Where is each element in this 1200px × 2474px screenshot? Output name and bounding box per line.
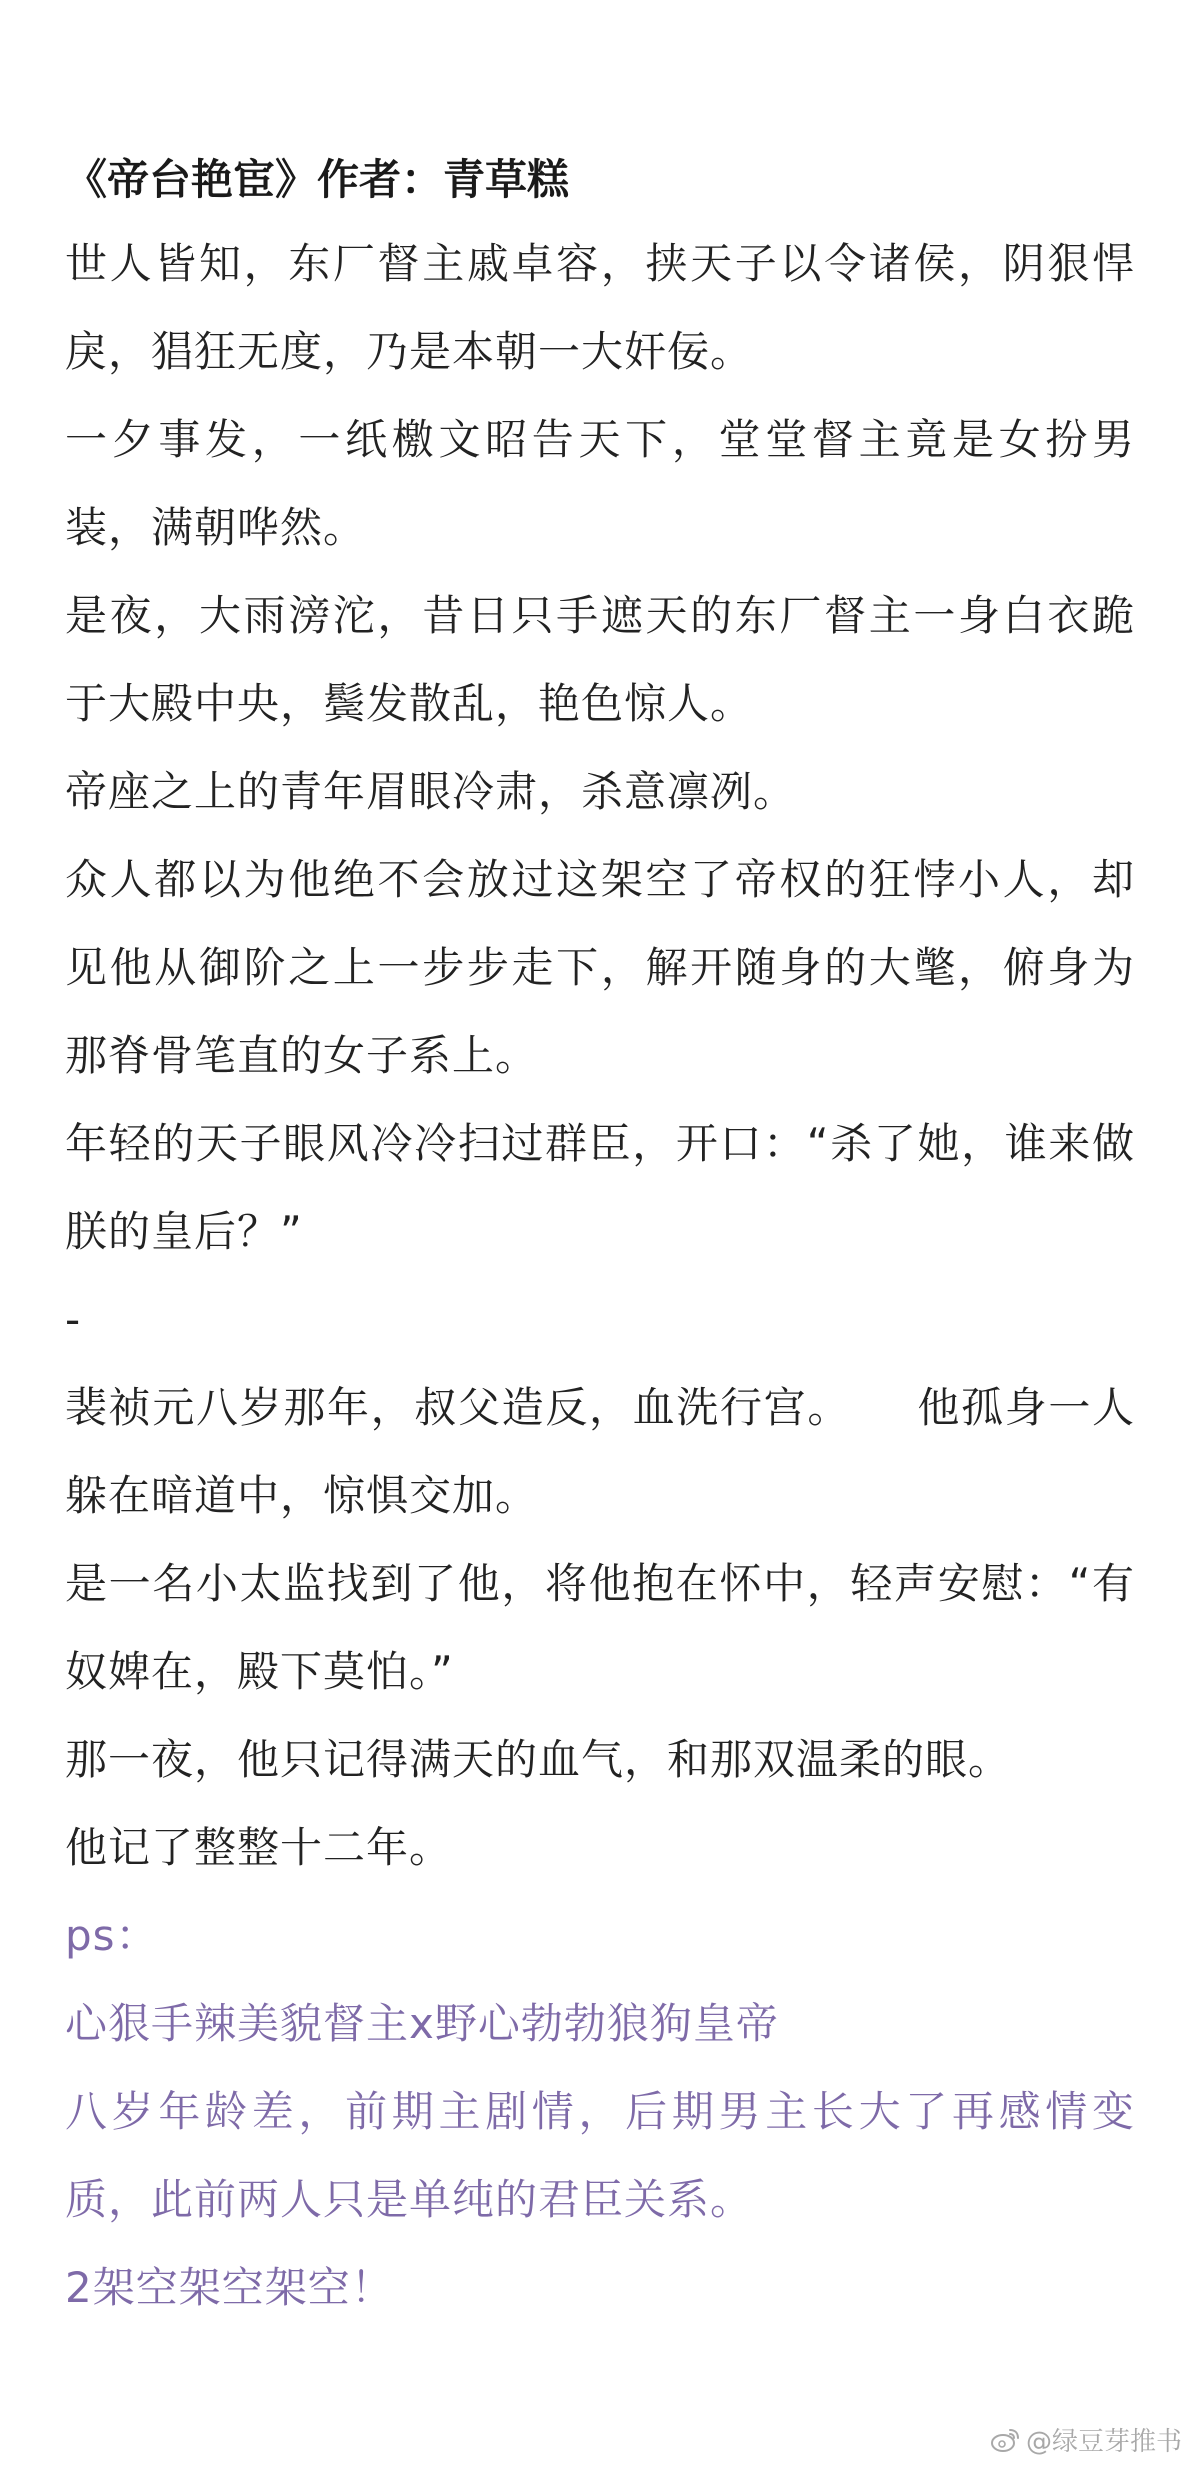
paragraph: 帝座之上的青年眉眼冷肃，杀意凛冽。 [65, 767, 797, 816]
weibo-icon [990, 2427, 1020, 2453]
ps-label: ps： [65, 1911, 159, 1960]
ps-line: 八岁年龄差，前期主剧情，后期男主长大了再感情变质，此前两人只是单纯的君臣关系。 [65, 2087, 1135, 2224]
watermark-text: @绿豆芽推书 [1025, 2427, 1182, 2457]
paragraph: 他记了整整十二年。 [65, 1823, 453, 1872]
paragraph: 年轻的天子眼风冷冷扫过群臣，开口：“杀了她，谁来做朕的皇后？” [65, 1119, 1135, 1256]
ps-line: 心狠手辣美貌督主x野心勃勃狼狗皇帝 [65, 1999, 779, 2048]
post-content [65, 140, 1135, 2332]
paragraph: 众人都以为他绝不会放过这架空了帝权的狂悖小人，却见他从御阶之上一步步走下，解开随身的大氅，俯身为那脊骨笔直的女子系上。 [65, 855, 1135, 1080]
watermark [990, 2421, 1182, 2458]
paragraph: 那一夜，他只记得满天的血气，和那双温柔的眼。 [65, 1735, 1012, 1784]
paragraph: 世人皆知，东厂督主戚卓容，挟天子以令诸侯，阴狠悍戾，猖狂无度，乃是本朝一大奸佞。 [65, 239, 1135, 376]
ps-line: 2架空架空架空！ [65, 2263, 394, 2312]
paragraph: 是一名小太监找到了他，将他抱在怀中，轻声安慰：“有奴婢在，殿下莫怕。” [65, 1559, 1135, 1696]
paragraph: 是夜，大雨滂沱，昔日只手遮天的东厂督主一身白衣跪于大殿中央，鬓发散乱，艳色惊人。 [65, 591, 1135, 728]
paragraph: 一夕事发，一纸檄文昭告天下，堂堂督主竟是女扮男装，满朝哗然。 [65, 415, 1135, 552]
section-separator: - [65, 1295, 81, 1344]
paragraph: 裴祯元八岁那年，叔父造反，血洗行宫。 他孤身一人躲在暗道中，惊惧交加。 [65, 1383, 1135, 1520]
book-title: 《帝台艳宦》作者：青草糕 [65, 155, 570, 204]
